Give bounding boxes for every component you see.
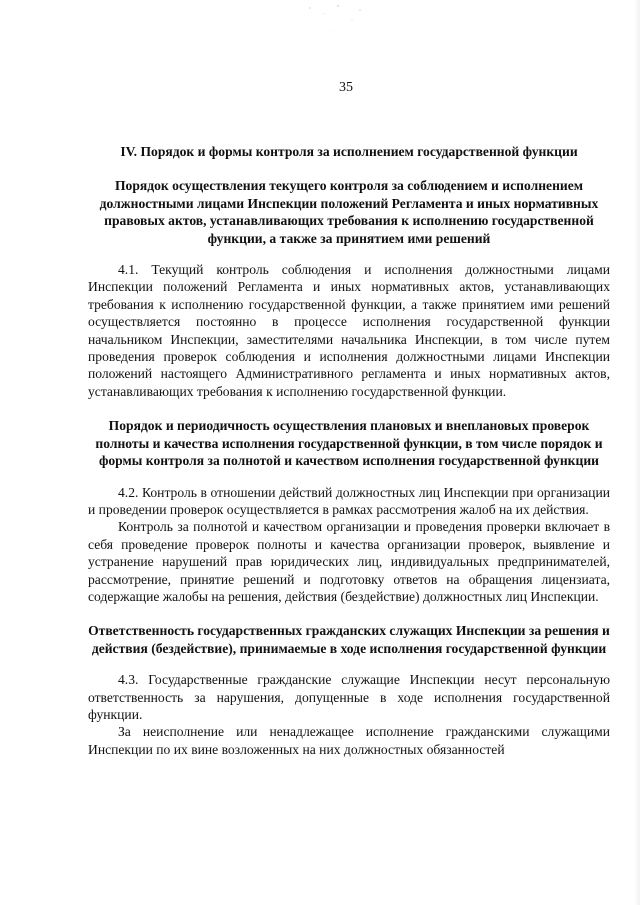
paragraph: 4.2. Контроль в отношении действий должностных лиц Инспекции при организации и проведении проверок осуществляется в рамках рассмотрения жалоб на их действия. (88, 484, 610, 517)
paragraph: За неисполнение или ненадлежащее исполнение гражданскими служащими Инспекции по их вине возложенных на них должностных обязанностей (88, 724, 610, 757)
chapter-title: IV. Порядок и формы контроля за исполнением государственной функции (120, 144, 578, 159)
document-body (88, 143, 610, 758)
scan-edge (634, 0, 640, 905)
paragraph: 4.3. Государственные гражданские служащие Инспекции несут персональную ответственность за нарушения, допущенные в ходе исполнения государственной функции. (88, 672, 610, 722)
section-title: Ответственность государственных гражданских служащих Инспекции за решения и действия (бездействие), принимаемые в ходе исполнения государственной функции (88, 623, 610, 656)
page-number: 35 (339, 80, 353, 95)
paragraph: 4.1. Текущий контроль соблюдения и исполнения должностными лицами Инспекции положений Регламента и иных нормативных актов, устанавливающих требования к исполнению государственной функции, а также принятием ими решений осуществляется постоянно в процессе исполнения государственной функции начальником Инспекции, заместителями начальника Инспекции, в том числе путем проведения проверок соблюдения и исполнения должностными лицами Инспекции положений настоящего Административного регламента и иных нормативных актов, устанавливающих требования к исполнению государственной функции. (88, 262, 610, 399)
paragraph: Контроль за полнотой и качеством организации и проведения проверки включает в себя проведение проверок полноты и качества организации проверок, выявление и устранение нарушений прав юридических лиц, индивидуальных предпринимателей, рассмотрение, принятие решений и подготовку ответов на обращения лицензиата, содержащие жалобы на решения, действия (бездействие) должностных лиц Инспекции. (88, 519, 610, 604)
section-title: Порядок осуществления текущего контроля за соблюдением и исполнением должностными лицами Инспекции положений Регламента и иных нормативных правовых актов, устанавливающих требования к исполнению государственной функции, а также за принятием ими решений (99, 178, 599, 246)
scan-noise (300, 0, 370, 60)
section-title: Порядок и периодичность осуществления плановых и внеплановых проверок полноты и качества исполнения государственной функции, в том числе порядок и формы контроля за полнотой и качеством исполнения государственной функции (95, 418, 603, 469)
